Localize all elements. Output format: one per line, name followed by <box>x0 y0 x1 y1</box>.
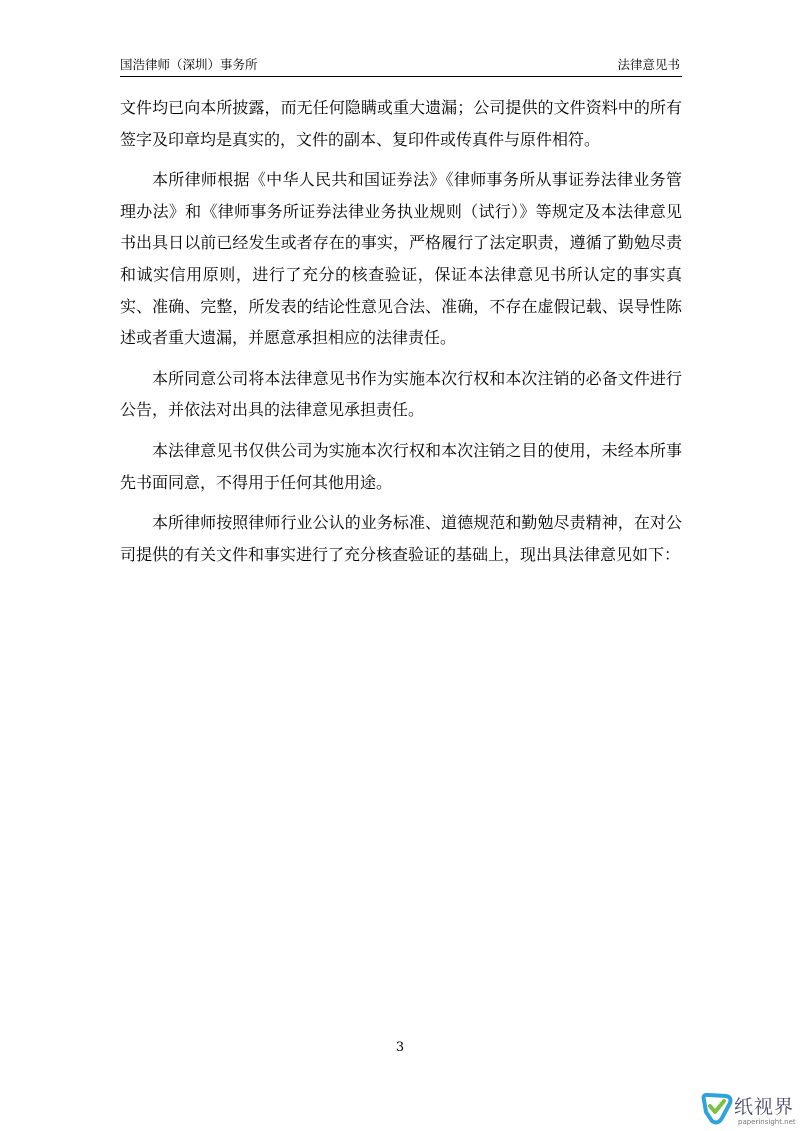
paperinsight-watermark <box>700 1090 800 1131</box>
header-firm-name: 国浩律师（深圳）事务所 <box>120 57 258 72</box>
page-header <box>120 56 680 74</box>
paragraph-continuation: 文件均已向本所披露，而无任何隐瞒或重大遗漏；公司提供的文件资料中的所有签字及印章均是真实的，文件的副本、复印件或传真件与原件相符。 <box>120 98 682 149</box>
page-number: 3 <box>395 1040 405 1055</box>
watermark-url: paperinsight.net <box>738 1118 796 1126</box>
paragraph-usage-restriction: 本法律意见书仅供公司为实施本次行权和本次注销之目的使用，未经本所事先书面同意，不得用于任何其他用途。 <box>120 440 682 492</box>
paragraph-consent-announcement: 本所同意公司将本法律意见书作为实施本次行权和本次注销的必备文件进行公告，并依法对出具的法律意见承担责任。 <box>120 368 682 420</box>
paragraph-legal-basis: 本所律师根据《中华人民共和国证券法》《律师事务所从事证券法律业务管理办法》和《律师事务所证券法律业务执业规则（试行）》等规定及本法律意见书出具日以前已经发生或者存在的事实，严格履行了法定职责，遵循了勤勉尽责和诚实信用原则，进行了充分的核查验证，保证本法律意见书所认定的事实真实、准确、完整，所发表的结论性意见合法、准确，不存在虚假记载、误导性陈述或者重大遗漏，并愿意承担相应的法律责任。 <box>120 170 682 348</box>
watermark-brand-text: 纸视界 <box>734 1096 795 1118</box>
header-document-type: 法律意见书 <box>617 57 680 72</box>
document-body <box>120 92 682 579</box>
paperinsight-logo-icon <box>700 1090 734 1128</box>
paragraph-opinion-intro: 本所律师按照律师行业公认的业务标准、道德规范和勤勉尽责精神，在对公司提供的有关文件和事实进行了充分核查验证的基础上，现出具法律意见如下： <box>120 513 682 564</box>
header-divider <box>120 76 682 77</box>
